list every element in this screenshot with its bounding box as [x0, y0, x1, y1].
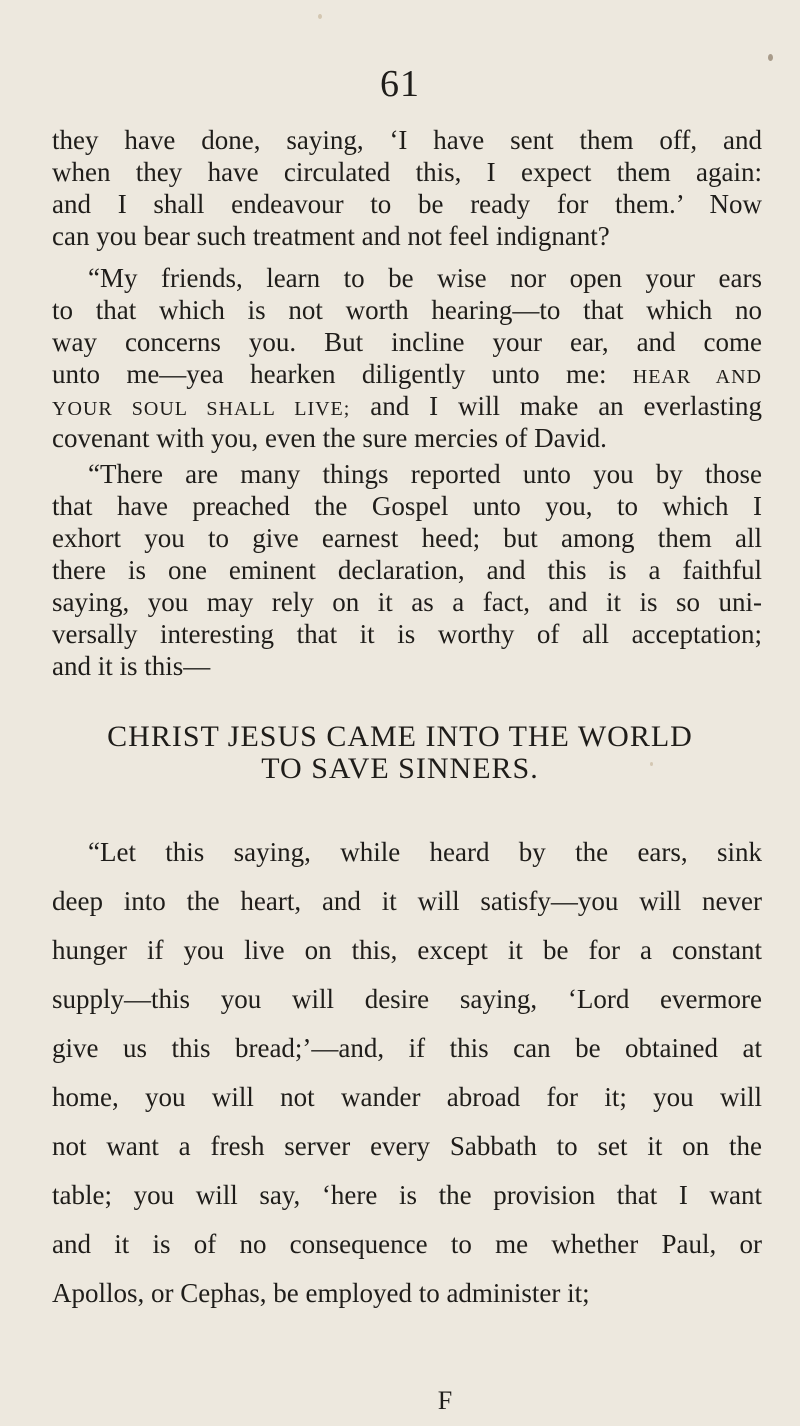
- text-line: and it is of no consequence to me whether Paul, or: [52, 1229, 762, 1259]
- small-caps-text: YOUR SOUL SHALL LIVE;: [52, 398, 351, 420]
- text-line: can you bear such treatment and not feel indignant?: [52, 221, 610, 251]
- text-line: there is one eminent declaration, and this is a faithful: [52, 555, 762, 585]
- text-line: supply—this you will desire saying, ‘Lord evermore: [52, 984, 762, 1014]
- section-heading-line-1: CHRIST JESUS CAME INTO THE WORLD: [107, 720, 693, 753]
- printer-signature-mark: F: [437, 1386, 453, 1415]
- section-heading-line-2: TO SAVE SINNERS.: [261, 752, 539, 785]
- text-line: way concerns you. But incline your ear, and come: [52, 327, 762, 357]
- text-line: to that which is not worth hearing—to that which no: [52, 295, 762, 325]
- text-line: and I shall endeavour to be ready for them.’ Now: [52, 189, 762, 219]
- paper-speck: [318, 14, 322, 19]
- text-line: give us this bread;’—and, if this can be obtained at: [52, 1033, 762, 1063]
- paragraph-3: [52, 458, 762, 682]
- text-fragment: and I will make an everlasting: [370, 391, 763, 421]
- text-line: “Let this saying, while heard by the ears, sink: [88, 837, 762, 867]
- page-number: 61: [380, 63, 420, 105]
- text-line: they have done, saying, ‘I have sent them off, and: [52, 125, 762, 155]
- paragraph-1: [52, 124, 762, 252]
- paragraph-2: [52, 262, 762, 454]
- paragraph-4: [52, 828, 762, 1318]
- text-fragment: unto me—yea hearken diligently unto me:: [52, 359, 607, 389]
- paper-speck: [768, 54, 773, 61]
- text-line: [52, 358, 762, 390]
- text-line: home, you will not wander abroad for it; you will: [52, 1082, 762, 1112]
- text-line: “My friends, learn to be wise nor open your ears: [88, 263, 762, 293]
- text-line: not want a fresh server every Sabbath to set it on the: [52, 1131, 762, 1161]
- text-line: when they have circulated this, I expect them again:: [52, 157, 762, 187]
- text-line: saying, you may rely on it as a fact, and it is so uni-: [52, 587, 762, 617]
- text-line: exhort you to give earnest heed; but among them all: [52, 523, 762, 553]
- text-line: deep into the heart, and it will satisfy—you will never: [52, 886, 762, 916]
- small-caps-text: HEAR AND: [632, 366, 762, 388]
- text-line: hunger if you live on this, except it be for a constant: [52, 935, 762, 965]
- text-line: that have preached the Gospel unto you, to which I: [52, 491, 762, 521]
- text-line: and it is this—: [52, 651, 211, 681]
- text-line: “There are many things reported unto you by those: [88, 459, 762, 489]
- text-line: Apollos, or Cephas, be employed to administer it;: [52, 1278, 590, 1308]
- text-line: versally interesting that it is worthy of all acceptation;: [52, 619, 762, 649]
- text-line: table; you will say, ‘here is the provision that I want: [52, 1180, 762, 1210]
- text-line: [52, 390, 762, 422]
- text-line: covenant with you, even the sure mercies of David.: [52, 423, 607, 453]
